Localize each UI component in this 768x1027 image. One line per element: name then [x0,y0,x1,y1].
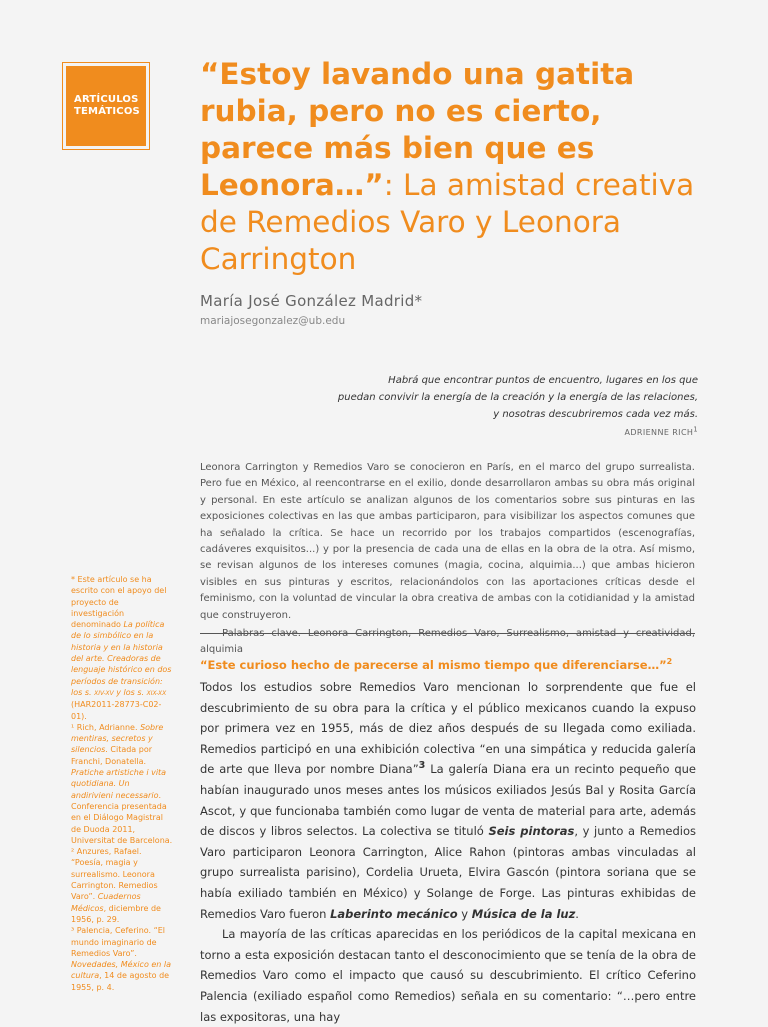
p1-part-a: Todos los estudios sobre Remedios Varo mencionan lo sorprendente que fue el descubrimiento de su obra para la crítica y el público mexicanos cuando la expuso por primera vez en 1955, más de diez años después de su llegada como exiliada. Remedios participó en una exhibición colectiva “en una simpática y reducida galería de arte que lleva por nombre Diana” [200,680,696,777]
work-title-laberinto: Laberinto mecánico [330,906,458,921]
note-star-a: * Este artículo se ha escrito con el apoyo del proyecto de investigación denominado [71,575,167,630]
p1-part-d: y [457,906,472,921]
epigraph-attribution [258,424,698,441]
work-title-seis-pintoras: Seis pintoras [488,824,575,839]
section-heading-note: 2 [666,657,673,667]
note-3-b: Novedades, México en la cultura [71,960,172,981]
note-star [71,574,173,722]
p1-note: 3 [418,760,426,772]
title-quote: “Estoy lavando una gatita rubia, pero no es cierto, parece más bien que es Leonora…” [200,57,635,202]
note-1-e: . Conferencia presentada en el Diálogo Magistral de Duoda 2011, Universitat de Barcelona. [71,790,173,845]
epigraph-line-3: y nosotras descubriremos cada vez más. [493,409,698,420]
keywords: alquimia [200,644,244,656]
attribution-note: 1 [693,425,698,434]
note-2-b: Cuadernos Médicos [71,892,141,913]
p1-part-c: , y junto a Remedios Varo participaron Leonora Carrington, Alice Rahon (pintoras ambas vinculadas al grupo surrealista parisino), Cordelia Urueta, Elvira Gascón (pintora soriana que se había exiliado también en México) y Solange de Forge. Las pinturas exhibidas de Remedios Varo fueron [200,824,696,921]
note-3-a: ³ Palencia, Ceferino. “El mundo imaginario de Remedios Varo”. [71,926,166,958]
section-heading-text: “Este curioso hecho de parecerse al mismo tiempo que diferenciarse…” [200,658,667,672]
article-title [200,56,720,278]
author-email: mariajosegonzalez@ub.edu [200,315,346,327]
epigraph [258,372,698,441]
sidebar-notes [71,574,173,993]
badge-line-2: TEMÁTICOS [74,106,140,117]
work-title-musica: Música de la luz [471,906,576,921]
note-2-a: ² Anzures, Rafael. “Poesía, magia y surrealismo. Leonora Carrington. Remedios Varo”. [71,847,158,902]
note-star-f: (HAR2011-28773-C02-01). [71,700,162,721]
divider [200,633,695,634]
note-star-b: La política de lo simbólico en la historia y en la historia del arte. Creadoras de lenguaje histórico en dos períodos de transición: los s. [71,620,172,697]
note-1-b: Sobre mentiras, secretos y silencios [71,722,164,755]
note-1-d: Pratiche artistiche i vita quotidiana. Un andirivieni necessario [71,768,167,800]
epigraph-line-2: puedan convivir la energía de la creación y la energía de las relaciones, [337,392,698,403]
note-star-d: y los s. [113,687,147,697]
note-1-c: . Citada por Franchi, Donatella. [71,745,153,766]
paragraph-2: La mayoría de las críticas aparecidas en los periódicos de la capital mexicana en torno a esta exposición destacan tanto el desconocimiento que se tenía de la obra de Remedios Varo como el impacto que causó su descubrimiento. El crítico Ceferino Palencia (exiliado español como Remedios) señala en su comentario: “…pero entre las expositoras, una hay [200,927,696,1024]
note-1-a: ¹ Rich, Adrianne. [71,722,141,732]
p1-part-b: La galería Diana era un recinto pequeño que habían inaugurado unos meses antes los músicos exiliados Jesús Bal y Rosita García Ascot, y que funcionaba también como lugar de venta de material para arte, además de discos y libros selectos. La colectiva se tituló [200,762,696,839]
epigraph-line-1: Habrá que encontrar puntos de encuentro, lugares en los que [388,375,698,386]
paragraph-1 [200,677,696,924]
badge-line-1: ARTÍCULOS [74,94,139,105]
note-star-e: XIX-XX [146,689,167,697]
note-3 [71,925,173,993]
title-subtitle: : La amistad creativa de Remedios Varo y Leonora Carrington [200,168,695,276]
note-2 [71,846,173,925]
section-badge [66,66,146,146]
note-2-c: , diciembre de 1956, p. 29. [71,903,161,924]
p1-part-e: . [575,906,579,921]
note-1 [71,722,173,846]
abstract-text: Leonora Carrington y Remedios Varo se conocieron en París, en el marco del grupo surrealista. Pero fue en México, al reencontrarse en el exilio, donde desarrollaron ambas su obra más original y personal. En este artículo se analizan algunos de los comentarios sobre sus pinturas en las exposiciones colectivas en las que ambas participaron, para visibilizar los aspectos comunes que ha señalado la crítica. Se hace un recorrido por los trabajos compartidos (escenografías, cadáveres exquisitos...) y por la presencia de cada una de ellas en la obra de la otra. Así mismo, se revisan algunos de los intereses comunes (magia, cocina, alquimia...) que ambas hicieron visibles en sus pinturas y escritos, relacionándolos con las aportaciones críticas desde el feminismo, con la voluntad de vincular la obra creativa de ambas con la cotidianidad y la amistad que construyeron. [200,462,695,621]
author-name: María José González Madrid* [200,292,423,310]
note-star-c: XIV-XV [94,689,114,697]
section-heading [200,658,700,672]
attribution-text: ADRIENNE RICH [624,428,694,437]
body-text [200,677,696,1027]
abstract [200,460,695,659]
note-3-c: , 14 de agosto de 1955, p. 4. [71,971,170,992]
